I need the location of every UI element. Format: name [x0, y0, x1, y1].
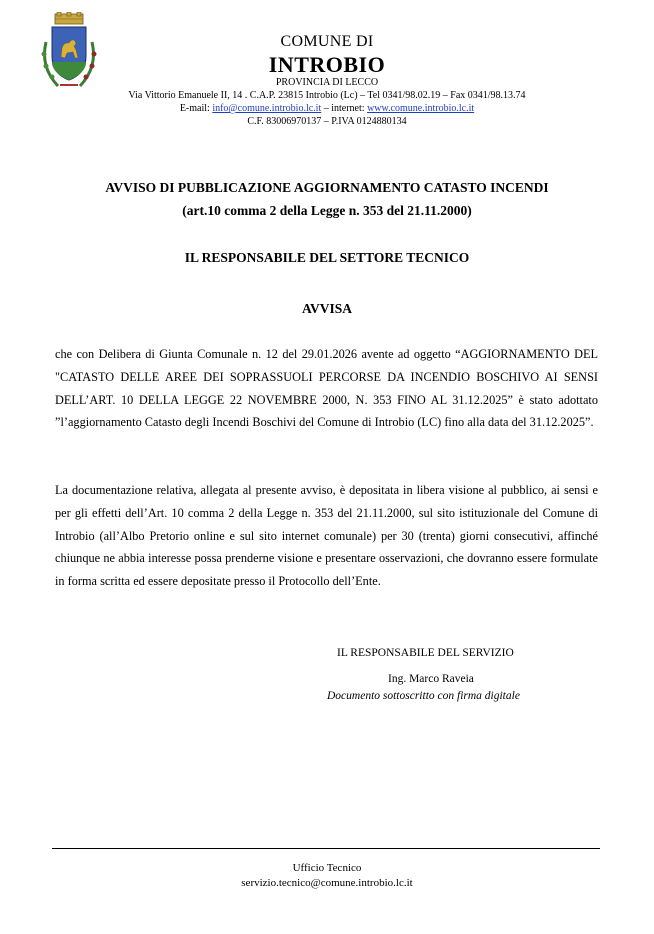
issuer-heading: IL RESPONSABILE DEL SETTORE TECNICO	[184, 250, 470, 265]
footer-office: Ufficio Tecnico	[292, 862, 362, 874]
avvisa-heading: AVVISA	[301, 301, 353, 316]
email-label: E-mail:	[179, 103, 213, 114]
website-link[interactable]: www.comune.introbio.lc.it	[367, 103, 475, 114]
contact-line	[0, 103, 654, 114]
notice-subtitle: (art.10 comma 2 della Legge n. 353 del 21.11.2000)	[182, 203, 472, 218]
header-comune-di: COMUNE DI	[280, 33, 374, 50]
fiscal-line: C.F. 83006970137 – P.IVA 0124880134	[247, 116, 407, 127]
signature-name: Ing. Marco Raveia	[388, 673, 474, 685]
internet-label: – internet:	[321, 103, 368, 114]
footer-email: servizio.tecnico@comune.introbio.lc.it	[241, 877, 413, 889]
email-link[interactable]: info@comune.introbio.lc.it	[212, 103, 322, 114]
province-line: PROVINCIA DI LECCO	[275, 77, 379, 88]
address-line: Via Vittorio Emanuele II, 14 . C.A.P. 23815 Introbio (Lc) – Tel 0341/98.02.19 – Fax 0341/98.13.74	[128, 90, 526, 101]
municipality-name: INTROBIO	[268, 52, 386, 77]
footer-divider	[52, 848, 600, 849]
body-paragraph-2: La documentazione relativa, allegata al presente avviso, è depositata in libera visione al pubblico, ai sensi e per gli effetti dell’Art. 10 comma 2 della Legge n. 353 del 21.11.2000, sul sito istituzionale del Comune di Introbio (all’Albo Pretorio online e sul sito internet comunale) per 30 (trenta) giorni consecutivi, affinché chiunque ne abbia interesse possa prenderne visione e presentare osservazioni, che dovranno essere formulate in forma scritta ed essere depositate presso il Protocollo dell’Ente.	[55, 483, 598, 589]
body-paragraph-1: che con Delibera di Giunta Comunale n. 12 del 29.01.2026 avente ad oggetto “AGGIORNAMENTO DEL "CATASTO DELLE AREE DEI SOPRASSUOLI PERCORSE DA INCENDIO BOSCHIVO AI SENSI DELL’ART. 10 DELLA LEGGE 22 NOVEMBRE 2000, N. 353 FINO AL 31.12.2025” è stato adottato ”l’aggiornamento Catasto degli Incendi Boschivi del Comune di Introbio (LC) fino alla data del 31.12.2025”.	[55, 347, 598, 430]
signature-note: Documento sottoscritto con firma digitale	[327, 690, 520, 702]
notice-title: AVVISO DI PUBBLICAZIONE AGGIORNAMENTO CATASTO INCENDI	[105, 180, 549, 195]
signature-role: IL RESPONSABILE DEL SERVIZIO	[337, 647, 514, 659]
